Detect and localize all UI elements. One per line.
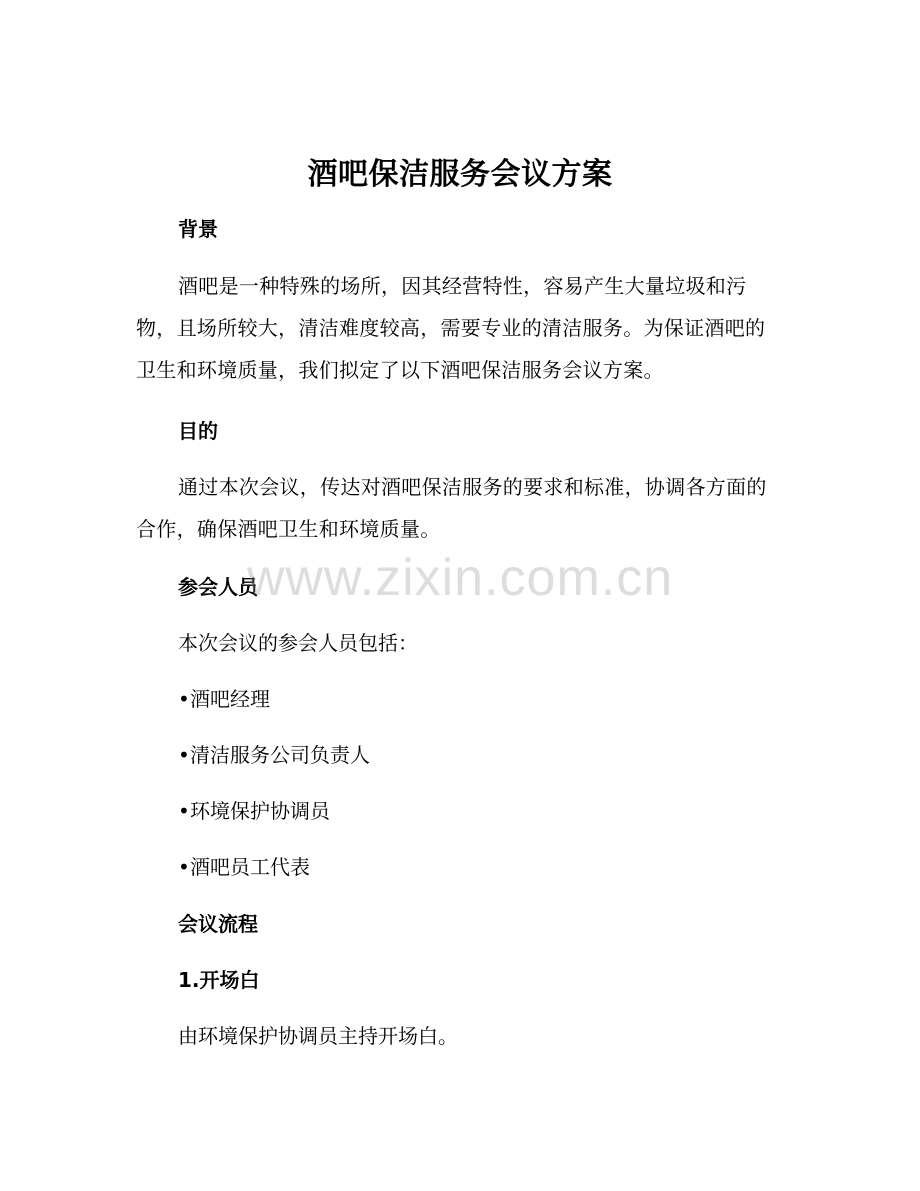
list-item bbox=[178, 796, 330, 826]
section-heading-purpose: 目的 bbox=[178, 419, 218, 443]
list-item bbox=[178, 852, 310, 882]
list-item bbox=[178, 740, 370, 770]
list-item-label: 酒吧经理 bbox=[190, 687, 270, 711]
section-heading-participants: 参会人员 bbox=[178, 575, 258, 599]
section-heading-process: 会议流程 bbox=[178, 912, 258, 936]
step-text-opening: 由环境保护协调员主持开场白。 bbox=[178, 1024, 458, 1048]
participants-intro: 本次会议的参会人员包括： bbox=[178, 631, 418, 655]
bullet-icon: • bbox=[178, 743, 190, 767]
section-text-background: 酒吧是一种特殊的场所，因其经营特性，容易产生大量垃圾和污物，且场所较大，清洁难度较高，需要专业的清洁服务。为保证酒吧的卫生和环境质量，我们拟定了以下酒吧保洁服务会议方案。 bbox=[136, 274, 766, 382]
section-text-purpose: 通过本次会议，传达对酒吧保洁服务的要求和标准，协调各方面的合作，确保酒吧卫生和环境质量。 bbox=[136, 475, 767, 541]
list-item-label: 环境保护协调员 bbox=[190, 799, 330, 823]
section-heading-background: 背景 bbox=[178, 217, 218, 241]
list-item-label: 酒吧员工代表 bbox=[190, 855, 310, 879]
list-item bbox=[178, 684, 270, 714]
document-title: 酒吧保洁服务会议方案 bbox=[307, 157, 613, 192]
bullet-icon: • bbox=[178, 855, 190, 879]
step-heading-opening: 1.开场白 bbox=[178, 968, 260, 992]
list-item-label: 清洁服务公司负责人 bbox=[190, 743, 370, 767]
bullet-icon: • bbox=[178, 687, 190, 711]
watermark: www.zixin.com.cn bbox=[246, 549, 674, 607]
bullet-icon: • bbox=[178, 799, 190, 823]
